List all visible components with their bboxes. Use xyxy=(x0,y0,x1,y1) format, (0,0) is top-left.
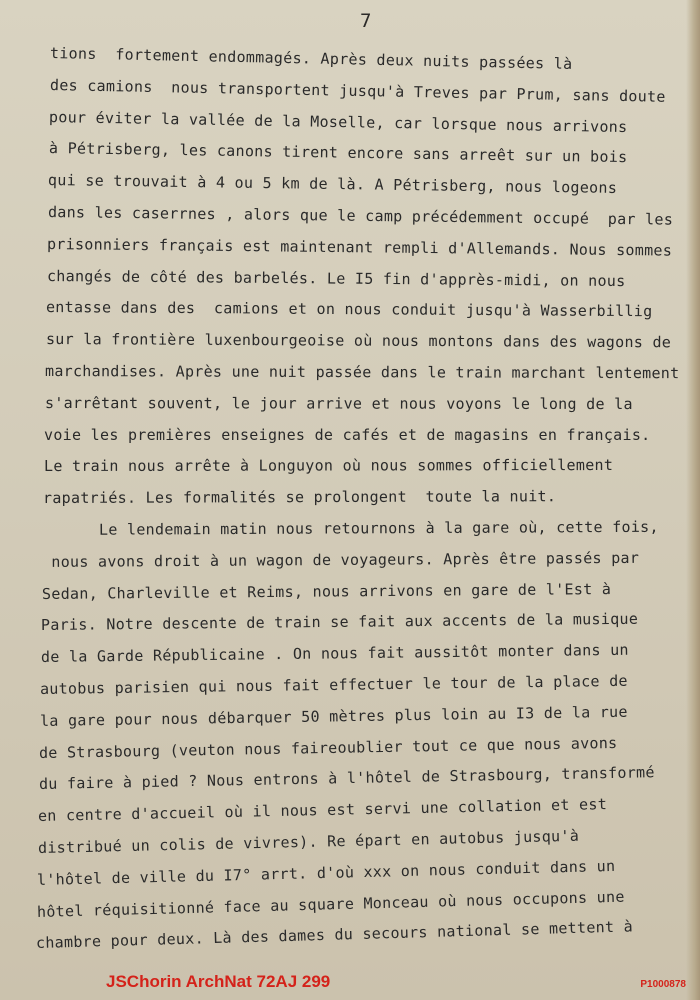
text-line: à Pétrisberg, les canons tirent encore sans arreêt sur un bois xyxy=(48,139,628,167)
text-line: voie les premières enseignes de cafés et de magasins en français. xyxy=(44,425,651,444)
text-line: prisonniers français est maintenant rempli d'Allemands. Nous sommes xyxy=(46,234,673,260)
text-line: sur la frontière luxenbourgeoise où nous montons dans des wagons de xyxy=(45,330,671,352)
photo-id: P1000878 xyxy=(640,979,686,990)
page-number: 7 xyxy=(360,10,372,32)
text-line: dans les caserrnes , alors que le camp précédemment occupé par les xyxy=(47,203,673,229)
text-line: hôtel réquisitionné face au square Monceau où nous occupons une xyxy=(36,887,625,921)
text-line: du faire à pied ? Nous entrons à l'hôtel de Strasbourg, transformé xyxy=(38,763,655,794)
text-line: Paris. Notre descente de train se fait aux accents de la musique xyxy=(40,610,639,635)
text-line: de Strasbourg (veuton nous faireoublier tout ce que nous avons xyxy=(38,733,618,762)
text-line: changés de côté des barbelés. Le I5 fin d'apprès-midi, on nous xyxy=(46,266,626,290)
text-line: en centre d'accueil où il nous est servi une collation et est xyxy=(37,795,608,826)
text-line: s'arrêtant souvent, le jour arrive et nous voyons le long de la xyxy=(44,393,633,413)
text-line: pour éviter la vallée de la Moselle, car lorsque nous arrivons xyxy=(48,107,628,136)
text-line: Sedan, Charleville et Reims, nous arrivons en gare de l'Est à xyxy=(41,579,611,603)
text-line: nous avons droit à un wagon de voyageurs. Après être passés par xyxy=(41,548,640,571)
text-line: Le lendemain matin nous retournons à la gare où, cette fois, xyxy=(42,517,659,539)
text-line: l'hôtel de ville du I7° arrt. d'où xxx on nous conduit dans un xyxy=(36,856,616,889)
text-line: autobus parisien qui nous fait effectuer le tour de la place de xyxy=(39,671,628,698)
text-line: Le train nous arrête à Longuyon où nous sommes officiellement xyxy=(43,456,613,476)
paper-edge xyxy=(686,0,700,1000)
text-line: rapatriés. Les formalités se prolongent toute la nuit. xyxy=(42,487,557,508)
text-line: de la Garde Républicaine . On nous fait aussitôt monter dans un xyxy=(40,641,629,667)
archive-label: JSChorin ArchNat 72AJ 299 xyxy=(106,972,331,991)
text-line: entasse dans des camions et on nous conduit jusqu'à Wasserbillig xyxy=(45,298,653,321)
text-line: tions fortement endommagés. Après deux nuits passées là xyxy=(49,44,573,73)
text-line: chambre pour deux. Là des dames du secours national se mettent à xyxy=(35,917,634,953)
text-line: distribué un colis de vivres). Re épart en autobus jusqu'à xyxy=(37,826,579,857)
text-line: la gare pour nous débarquer 50 mètres plus loin au I3 de la rue xyxy=(39,702,628,730)
text-line: des camions nous transportent jusqu'à Treves par Prum, sans doute xyxy=(49,75,666,106)
text-line: marchandises. Après une nuit passée dans le train marchant lentement xyxy=(44,362,680,383)
text-line: qui se trouvait à 4 ou 5 km de là. A Pétrisberg, nous logeons xyxy=(47,171,618,198)
